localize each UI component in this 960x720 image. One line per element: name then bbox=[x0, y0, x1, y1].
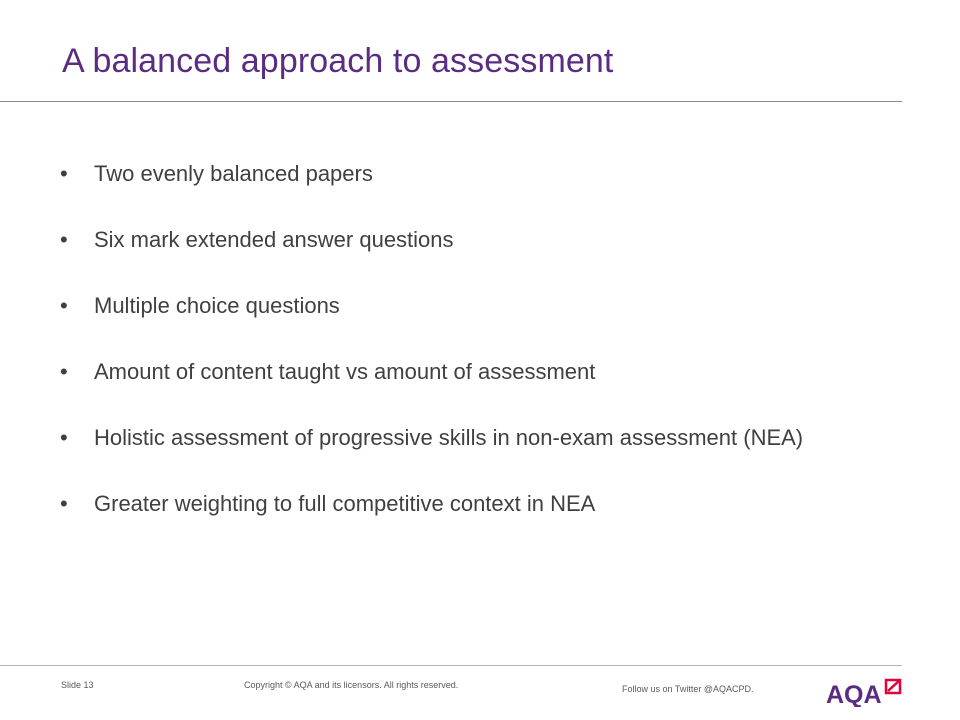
slide-number: Slide 13 bbox=[61, 680, 94, 690]
bullet-text: Holistic assessment of progressive skills in non-exam assessment (NEA) bbox=[94, 425, 804, 450]
bullet-list bbox=[60, 158, 890, 554]
bullet-item bbox=[60, 422, 890, 453]
bullet-text: Amount of content taught vs amount of assessment bbox=[94, 359, 596, 384]
bullet-text: Two evenly balanced papers bbox=[94, 161, 373, 186]
aqa-logo bbox=[826, 677, 902, 707]
bullet-dot: • bbox=[60, 161, 68, 186]
bullet-text: Multiple choice questions bbox=[94, 293, 340, 318]
bullet-item bbox=[60, 356, 890, 387]
bullet-item bbox=[60, 488, 890, 519]
title-divider bbox=[0, 101, 902, 102]
bullet-text: Greater weighting to full competitive context in NEA bbox=[94, 491, 596, 516]
slide-title: A balanced approach to assessment bbox=[62, 42, 614, 80]
twitter-follow-text: Follow us on Twitter @AQACPD. bbox=[622, 684, 754, 694]
footer-divider bbox=[0, 665, 902, 666]
bullet-item bbox=[60, 158, 890, 189]
svg-text:AQA: AQA bbox=[826, 681, 882, 707]
bullet-item bbox=[60, 224, 890, 255]
bullet-dot: • bbox=[60, 293, 68, 318]
bullet-dot: • bbox=[60, 425, 68, 450]
copyright-notice: Copyright © AQA and its licensors. All rights reserved. bbox=[244, 680, 459, 690]
bullet-item bbox=[60, 290, 890, 321]
bullet-text: Six mark extended answer questions bbox=[94, 227, 454, 252]
bullet-dot: • bbox=[60, 491, 68, 516]
bullet-dot: • bbox=[60, 359, 68, 384]
bullet-dot: • bbox=[60, 227, 68, 252]
